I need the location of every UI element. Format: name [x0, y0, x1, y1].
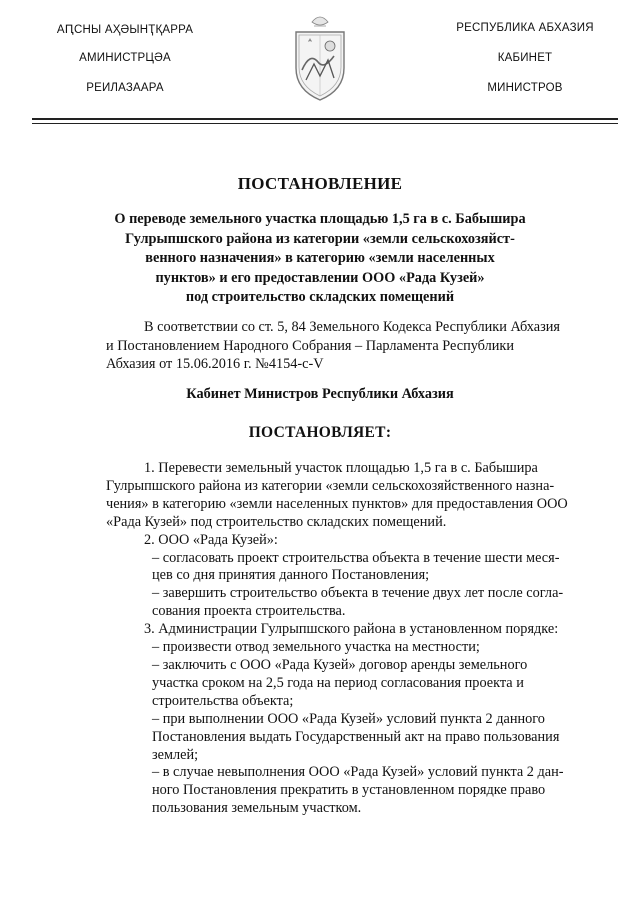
- subject-line: венного назначения» в категорию «земли населенных: [145, 250, 495, 266]
- paragraph-3-item-line: – при выполнении ООО «Рада Кузей» условий пункта 2 данного: [152, 710, 545, 727]
- subject-line: под строительство складских помещений: [185, 289, 455, 305]
- paragraph-3-item-line: пользования земельным участком.: [152, 800, 362, 817]
- basis-line: Абхазия от 15.06.2016 г. №4154-с-V: [106, 356, 324, 372]
- header-right-line-2: КАБИНЕТ: [497, 52, 553, 64]
- paragraph-3-item-line: участка сроком на 2,5 года на период согласования проекта и: [152, 674, 524, 691]
- header-right-line-3: МИНИСТРОВ: [487, 82, 563, 94]
- paragraph-1-line: Гулрыпшского района из категории «земли сельскохозяйственного назна-: [106, 477, 555, 494]
- paragraph-1-line: «Рада Кузей» под строительство складских помещений.: [106, 513, 447, 530]
- header-left-line-2: АМИНИСТРЦӘА: [79, 52, 171, 64]
- paragraph-3-item-line: – в случае невыполнения ООО «Рада Кузей» условий пункта 2 дан-: [152, 764, 564, 781]
- header-rule-thin: [32, 123, 618, 124]
- paragraph-3-heading: 3. Администрации Гулрыпшского района в установленном порядке:: [144, 621, 559, 638]
- header-right-line-1: РЕСПУБЛИКА АБХАЗИЯ: [456, 22, 594, 34]
- paragraph-3-item-line: ного Постановления прекратить в установленном порядке право: [152, 782, 546, 799]
- resolves-heading: ПОСТАНОВЛЯЕТ:: [248, 424, 392, 441]
- subject-line: пунктов» и его предоставлении ООО «Рада Кузей»: [155, 269, 485, 286]
- paragraph-1-line: 1. Перевести земельный участок площадью 1,5 га в с. Бабышира: [144, 460, 538, 476]
- document-subject: [0, 210, 640, 308]
- subject-line: Гулрыпшского района из категории «земли сельскохозяйст-: [125, 230, 515, 247]
- header-rule-thick: [32, 118, 618, 120]
- paragraph-2-item-line: – согласовать проект строительства объекта в течение шести меся-: [152, 549, 560, 566]
- paragraph-1-line: чения» в категорию «земли населенных пунктов» для предоставления ООО: [106, 495, 568, 512]
- header-left-line-1: АԤСНЫ АҲӘЫНҬҚАРРА: [56, 24, 194, 36]
- coat-of-arms-icon: [290, 10, 350, 106]
- basis-line: В соответствии со ст. 5, 84 Земельного Кодекса Республики Абхазия: [144, 319, 560, 335]
- paragraph-2-item-line: – завершить строительство объекта в течение двух лет после согла-: [152, 585, 564, 602]
- header-left-line-3: РЕИЛАЗААРА: [86, 82, 164, 94]
- subject-line: О переводе земельного участка площадью 1,5 га в с. Бабышира: [114, 211, 526, 227]
- issuing-body: Кабинет Министров Республики Абхазия: [186, 386, 454, 402]
- paragraph-3-item-line: – произвести отвод земельного участка на местности;: [152, 639, 480, 656]
- paragraph-3-item-line: землей;: [152, 746, 199, 763]
- paragraph-3-item-line: – заключить с ООО «Рада Кузей» договор аренды земельного: [152, 656, 528, 673]
- paragraph-2-item-line: сования проекта строительства.: [152, 603, 346, 620]
- paragraph-3-item-line: строительства объекта;: [152, 692, 294, 709]
- paragraph-3-item-line: Постановления выдать Государственный акт на право пользования: [152, 728, 560, 745]
- paragraph-2-item-line: цев со дня принятия данного Постановления;: [152, 567, 430, 584]
- paragraph-2-heading: 2. ООО «Рада Кузей»:: [144, 531, 278, 548]
- basis-line: и Постановлением Народного Собрания – Парламента Республики: [106, 337, 514, 354]
- document-body: [106, 460, 590, 818]
- legal-basis: [106, 318, 590, 374]
- document-title: ПОСТАНОВЛЕНИЕ: [237, 174, 403, 193]
